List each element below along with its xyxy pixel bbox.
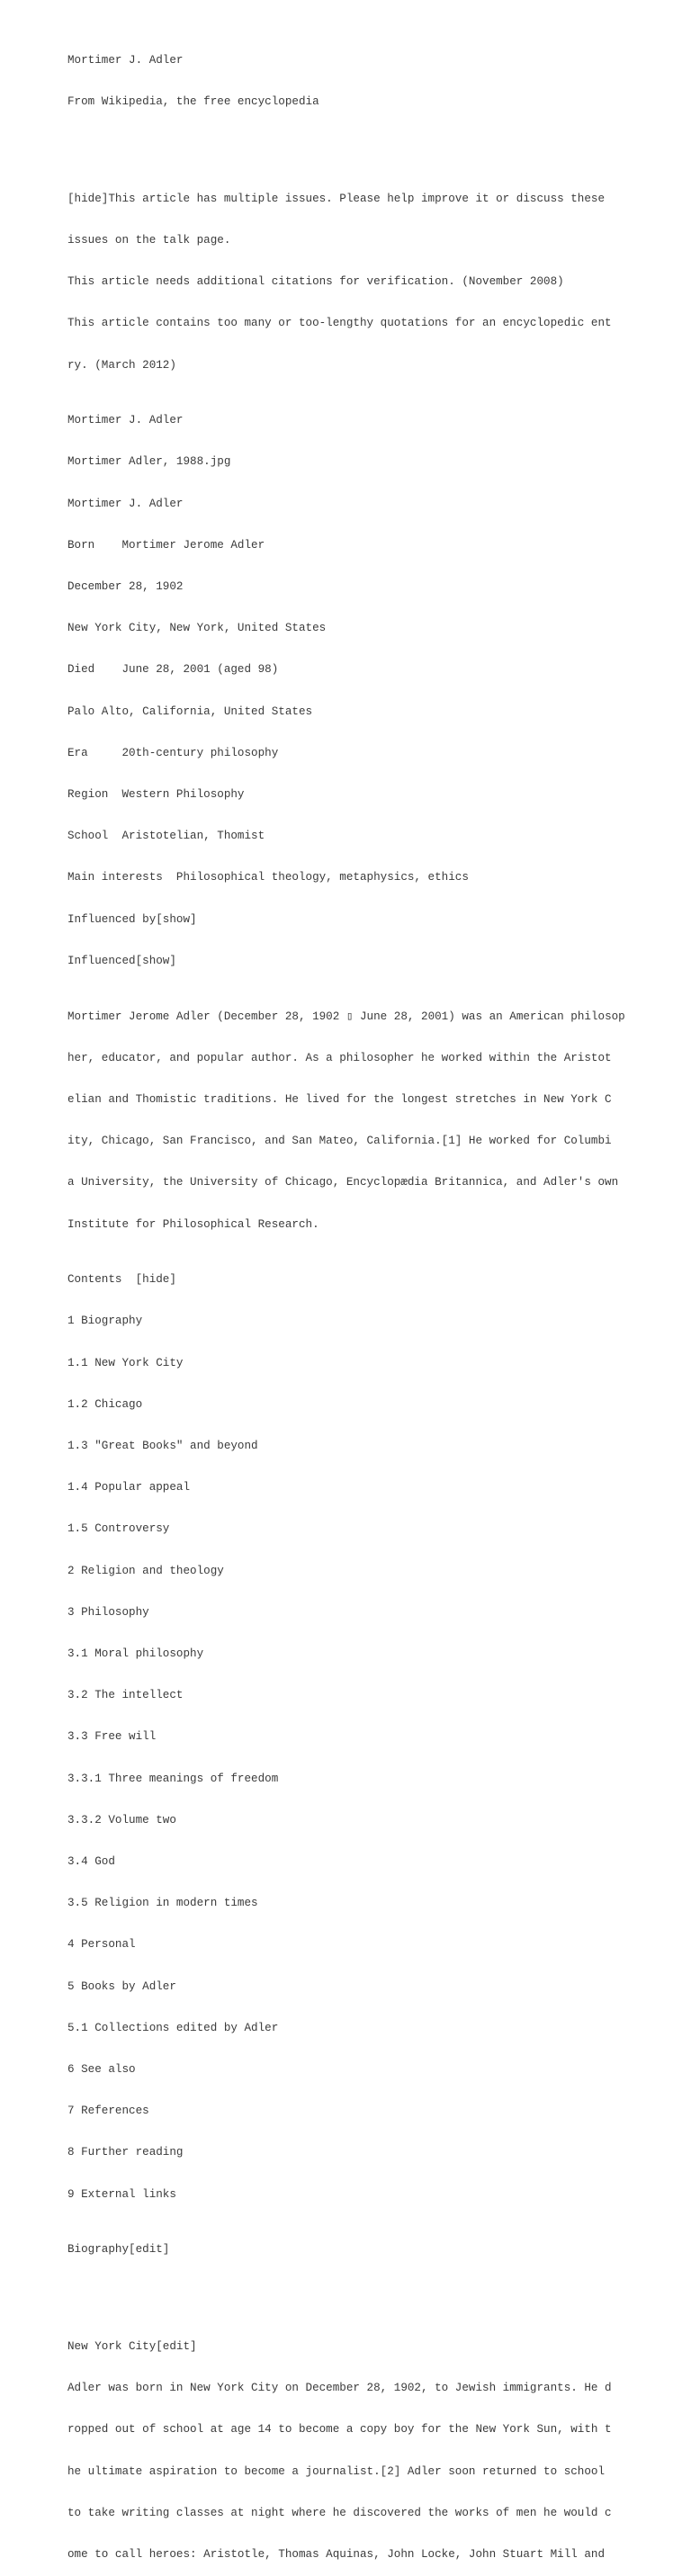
infobox-image-filename: Mortimer Adler, 1988.jpg (67, 455, 231, 469)
toc-item: 3.3.1 Three meanings of freedom (67, 1772, 279, 1785)
issues-notice-line: [hide]This article has multiple issues. Please help improve it or discuss these (67, 192, 606, 205)
intro-paragraph-line: Institute for Philosophical Research. (67, 1217, 319, 1231)
intro-paragraph-line: a University, the University of Chicago, Encyclopædia Britannica, and Adler's own (67, 1176, 619, 1189)
article-title: Mortimer J. Adler (67, 53, 184, 67)
intro-paragraph-line: her, educator, and popular author. As a philosopher he worked within the Aristot (67, 1051, 612, 1064)
infobox-died-place: Palo Alto, California, United States (67, 705, 313, 718)
toc-item: 3.5 Religion in modern times (67, 1897, 258, 1910)
infobox-caption: Mortimer J. Adler (67, 497, 184, 510)
spacer (67, 2284, 679, 2298)
toc-item: 1.3 "Great Books" and beyond (67, 1439, 258, 1452)
nyc-paragraph-line: to take writing classes at night where he discovered the works of men he would c (67, 2506, 612, 2519)
quotation-notice-line: ry. (March 2012) (67, 358, 176, 372)
toc-item: 3 Philosophy (67, 1605, 149, 1619)
toc-item: 1.5 Controversy (67, 1522, 170, 1536)
citation-notice: This article needs additional citations for verification. (November 2008) (67, 275, 564, 289)
toc-item: 3.4 God (67, 1854, 115, 1868)
issues-notice-line: issues on the talk page. (67, 234, 231, 247)
toc-item: 6 See also (67, 2062, 136, 2076)
quotation-notice-line: This article contains too many or too-lengthy quotations for an encyclopedic ent (67, 317, 612, 330)
infobox-born: Born Mortimer Jerome Adler (67, 538, 265, 552)
infobox-school: School Aristotelian, Thomist (67, 830, 265, 843)
infobox-born-place: New York City, New York, United States (67, 622, 327, 635)
toc-item: 5.1 Collections edited by Adler (67, 2021, 279, 2034)
article-source: From Wikipedia, the free encyclopedia (67, 95, 319, 109)
toc-item: 3.1 Moral philosophy (67, 1647, 204, 1660)
intro-paragraph-line: Mortimer Jerome Adler (December 28, 1902 ▯ June 28, 2001) was an American philosop (67, 1010, 625, 1023)
toc-item: 1 Biography (67, 1315, 143, 1328)
toc-item: 9 External links (67, 2187, 176, 2201)
nyc-paragraph-line: Adler was born in New York City on December 28, 1902, to Jewish immigrants. He d (67, 2382, 612, 2395)
infobox-born-date: December 28, 1902 (67, 580, 184, 594)
intro-paragraph-line: elian and Thomistic traditions. He lived for the longest stretches in New York C (67, 1092, 612, 1106)
infobox-name: Mortimer J. Adler (67, 414, 184, 427)
nyc-paragraph-line: ome to call heroes: Aristotle, Thomas Aquinas, John Locke, John Stuart Mill and (67, 2548, 606, 2562)
intro-paragraph-line: ity, Chicago, San Francisco, and San Mateo, California.[1] He worked for Columbi (67, 1135, 612, 1148)
toc-item: 5 Books by Adler (67, 1979, 176, 1993)
toc-item: 4 Personal (67, 1938, 136, 1952)
infobox-influenced: Influenced[show] (67, 954, 176, 967)
infobox-influenced-by: Influenced by[show] (67, 912, 197, 926)
toc-item: 1.4 Popular appeal (67, 1481, 191, 1494)
section-heading-new-york-city: New York City[edit] (67, 2340, 197, 2354)
infobox-region: Region Western Philosophy (67, 788, 245, 802)
toc-item: 1.1 New York City (67, 1356, 184, 1369)
nyc-paragraph-line: ropped out of school at age 14 to become a copy boy for the New York Sun, with t (67, 2423, 612, 2437)
toc-item: 8 Further reading (67, 2146, 184, 2159)
toc-item: 3.3 Free will (67, 1730, 157, 1744)
toc-item: 3.3.2 Volume two (67, 1813, 176, 1827)
infobox-main-interests: Main interests Philosophical theology, metaphysics, ethics (67, 871, 469, 884)
nyc-paragraph-line: he ultimate aspiration to become a journalist.[2] Adler soon returned to school (67, 2464, 606, 2478)
toc-item: 7 References (67, 2105, 149, 2118)
infobox-era: Era 20th-century philosophy (67, 746, 279, 759)
contents-heading: Contents [hide] (67, 1273, 176, 1287)
document-page (67, 26, 679, 2576)
infobox-died: Died June 28, 2001 (aged 98) (67, 663, 279, 677)
toc-item: 2 Religion and theology (67, 1564, 224, 1577)
toc-item: 1.2 Chicago (67, 1397, 143, 1411)
section-heading-biography: Biography[edit] (67, 2243, 170, 2257)
spacer (67, 137, 679, 150)
toc-item: 3.2 The intellect (67, 1689, 184, 1702)
